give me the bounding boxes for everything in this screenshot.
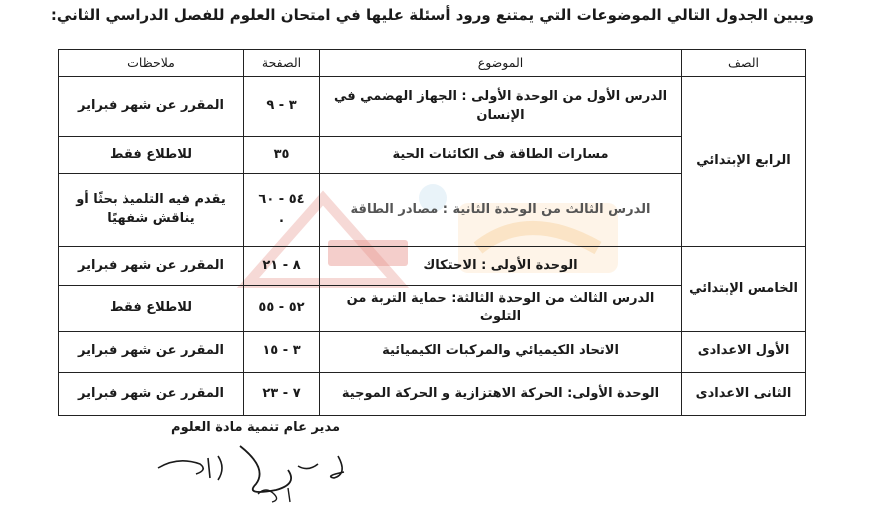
page-cell: ٣ - ١٥ [244,331,320,372]
page-cell: ٣ - ٩ [244,77,320,137]
topic-cell: الاتحاد الكيميائي والمركبات الكيميائية [320,331,682,372]
table-row [59,77,806,137]
page-cell: ٣٥ [244,137,320,174]
grade-cell: الثانى الاعدادى [682,372,806,415]
grade-cell: الرابع الإبتدائي [682,77,806,247]
topic-cell: الوحدة الأولى: الحركة الاهتزازية و الحركة الموجية [320,372,682,415]
notes-cell: المقرر عن شهر فبراير [59,247,244,286]
handwritten-signature-image [148,438,378,504]
intro-paragraph: ويبين الجدول التالي الموضوعات التي يمتنع ورود أسئلة عليها في امتحان العلوم للفصل الدراسي الثاني: [50,6,814,24]
topic-cell: الدرس الأول من الوحدة الأولى : الجهاز الهضمي في الإنسان [320,77,682,137]
header-page: الصفحة [244,50,320,77]
notes-cell: يقدم فيه التلميذ بحثًا أو يناقش شفهيًا [59,173,244,246]
notes-cell: المقرر عن شهر فبراير [59,77,244,137]
page-cell: ٨ - ٢١ [244,247,320,286]
header-topic: الموضوع [320,50,682,77]
page-cell: ٥٢ - ٥٥ [244,285,320,331]
table-row [59,372,806,415]
notes-cell: للاطلاع فقط [59,137,244,174]
page-extra-mark: . [279,211,284,227]
topic-cell: مسارات الطاقة فى الكائنات الحية [320,137,682,174]
header-grade: الصف [682,50,806,77]
page-range: ٥٤ - ٦٠ [258,192,305,208]
notes-cell: المقرر عن شهر فبراير [59,331,244,372]
grade-cell: الخامس الإبتدائي [682,247,806,332]
page-cell [244,173,320,246]
table-row [59,331,806,372]
table-row [59,247,806,286]
topic-cell: الدرس الثالث من الوحدة الثالثة: حماية التربة من التلوث [320,285,682,331]
table-header-row [59,50,806,77]
notes-cell: للاطلاع فقط [59,285,244,331]
grade-cell: الأول الاعدادى [682,331,806,372]
topic-cell: الدرس الثالث من الوحدة الثانية : مصادر الطاقة [320,173,682,246]
page-cell: ٧ - ٢٣ [244,372,320,415]
excluded-topics-table [58,49,806,416]
signature-title: مدير عام تنمية مادة العلوم [171,420,340,435]
topic-cell: الوحدة الأولى : الاحتكاك [320,247,682,286]
header-notes: ملاحظات [59,50,244,77]
notes-cell: المقرر عن شهر فبراير [59,372,244,415]
